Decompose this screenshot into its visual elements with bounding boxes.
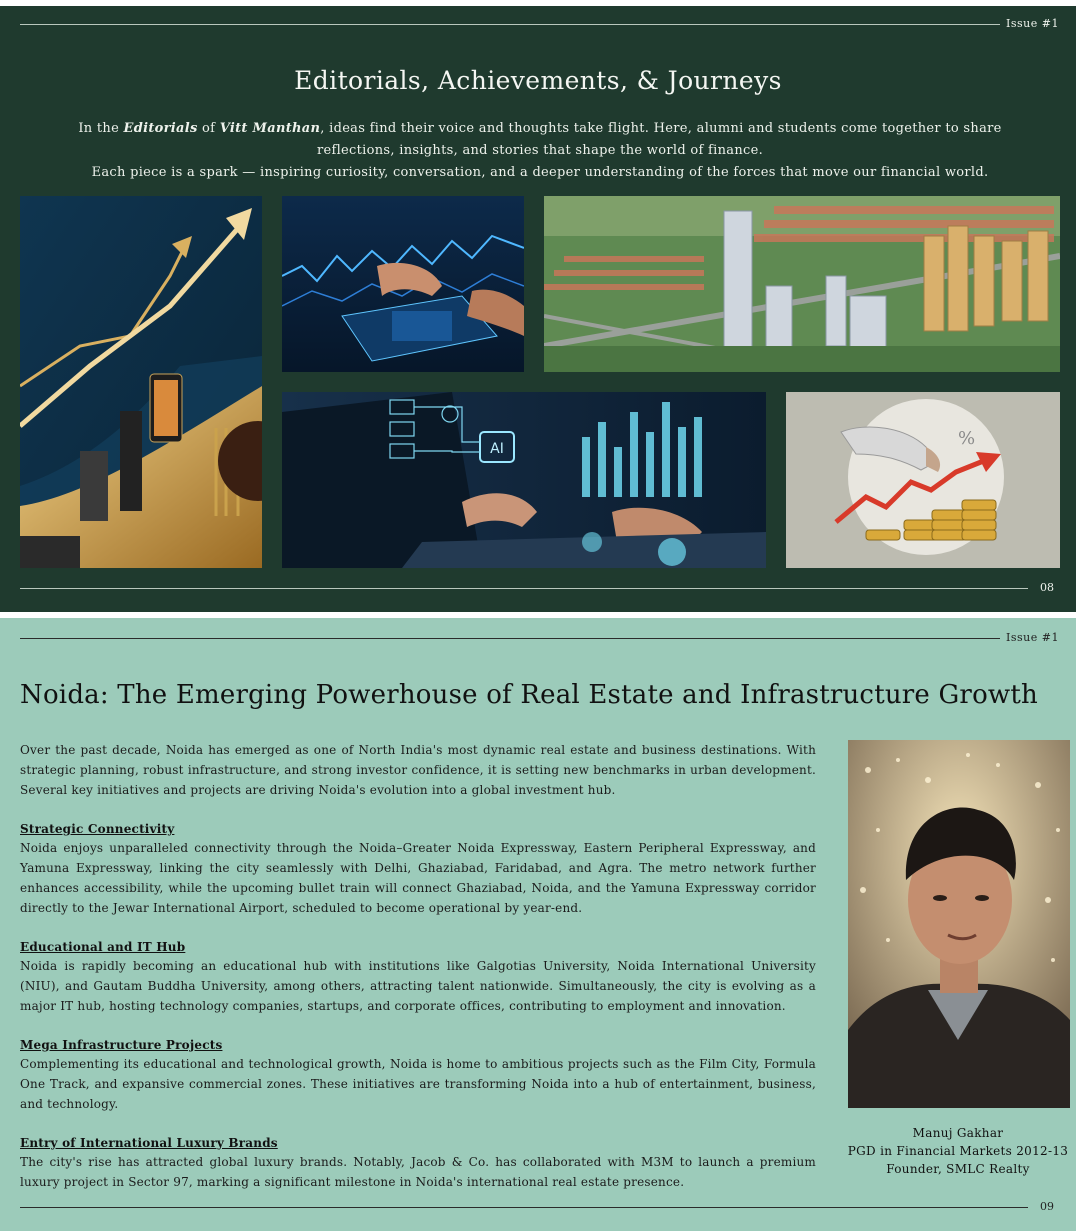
author-photo: [848, 740, 1070, 1108]
section-text: The city's rise has attracted global luxury brands. Notably, Jacob & Co. has collaborated with M3M to launch a premium luxury project in Sector 97, marking a significant milestone in Noida's international real estate presence.: [20, 1155, 816, 1189]
city-aerial-illustration: [544, 196, 1060, 372]
author-portrait: [848, 740, 1070, 1108]
ai-chip-icon: AI: [490, 441, 504, 457]
intro-part: , ideas find their voice and thoughts take flight. Here, alumni and students come together to share reflections, insights, and stories that shape the world of finance.: [316, 121, 1002, 158]
top-rule: [20, 24, 1000, 25]
noida-article-page: [0, 618, 1076, 1231]
editorials-page: [0, 6, 1076, 612]
trading-tablet-image: [282, 196, 524, 372]
section-strategic-connectivity: [20, 820, 816, 918]
issue-label: Issue #1: [1006, 631, 1059, 644]
luxury-growth-illustration: [20, 196, 262, 568]
percent-icon: %: [958, 428, 976, 449]
author-name: Manuj Gakhar: [912, 1126, 1004, 1140]
section-heading: Mega Infrastructure Projects: [20, 1038, 223, 1052]
section-text: Complementing its educational and technological growth, Noida is home to ambitious projects such as the Film City, Formula One Track, and expansive commercial zones. These initiatives are transforming Noida into a hub of entertainment, business, and technology.: [20, 1057, 816, 1111]
top-rule: [20, 638, 1000, 639]
intro-part: of: [197, 121, 220, 136]
page-number: 08: [1040, 581, 1054, 594]
issue-label: Issue #1: [1006, 17, 1059, 30]
section-heading: Strategic Connectivity: [20, 822, 175, 836]
section-heading: Entry of International Luxury Brands: [20, 1136, 278, 1150]
coins-growth-illustration: [786, 392, 1060, 568]
city-aerial-image: [544, 196, 1060, 372]
author-credential: PGD in Financial Markets 2012-13: [847, 1144, 1069, 1158]
section-heading: Educational and IT Hub: [20, 940, 186, 954]
section-text: Noida is rapidly becoming an educational hub with institutions like Galgotias University, Noida International University (NIU), and Gautam Buddha University, among others, attracting talent nationwide. Simultaneously, the city is evolving as a major IT hub, hosting technology companies, startups, and corporate offices, contributing to employment and innovation.: [20, 959, 816, 1013]
page-title: Editorials, Achievements, & Journeys: [294, 66, 782, 95]
bottom-rule: [20, 588, 1028, 589]
intro-part: In the: [78, 121, 124, 136]
lead-paragraph: Over the past decade, Noida has emerged as one of North India's most dynamic real estate and business destinations. With strategic planning, robust infrastructure, and strong investor confidence, it is setting new benchmarks in urban development. Several key initiatives and projects are driving Noida's evolution into a global investment hub.: [20, 743, 816, 797]
ai-laptop-image: [282, 392, 766, 568]
coins-growth-image: [786, 392, 1060, 568]
section-educational-it-hub: [20, 938, 816, 1016]
author-caption: [840, 1124, 1076, 1178]
article-title: Noida: The Emerging Powerhouse of Real Estate and Infrastructure Growth: [20, 680, 1038, 710]
intro-text: [50, 118, 1030, 184]
trading-tablet-illustration: [282, 196, 524, 372]
article-body: [20, 740, 816, 1192]
page-number: 09: [1040, 1200, 1054, 1213]
author-role: Founder, SMLC Realty: [886, 1162, 1030, 1176]
magazine-name: Vitt Manthan: [219, 121, 321, 136]
bottom-rule: [20, 1207, 1028, 1208]
intro-emphasis: Editorials: [123, 121, 198, 136]
section-mega-infrastructure: [20, 1036, 816, 1114]
section-luxury-brands: [20, 1134, 816, 1192]
section-text: Noida enjoys unparalleled connectivity through the Noida–Greater Noida Expressway, Eastern Peripheral Expressway, and Yamuna Expressway, linking the city seamlessly with Delhi, Ghaziabad, Faridabad, and Agra. The metro network further enhances accessibility, while the upcoming bullet train will connect Ghaziabad, Noida, and the Yamuna Expressway corridor directly to the Jewar International Airport, scheduled to become operational by year-end.: [20, 841, 816, 915]
ai-laptop-illustration: [282, 392, 766, 568]
luxury-growth-image: [20, 196, 262, 568]
intro-line-2: Each piece is a spark — inspiring curiosity, conversation, and a deeper understanding of the forces that move our financial world.: [91, 165, 989, 180]
